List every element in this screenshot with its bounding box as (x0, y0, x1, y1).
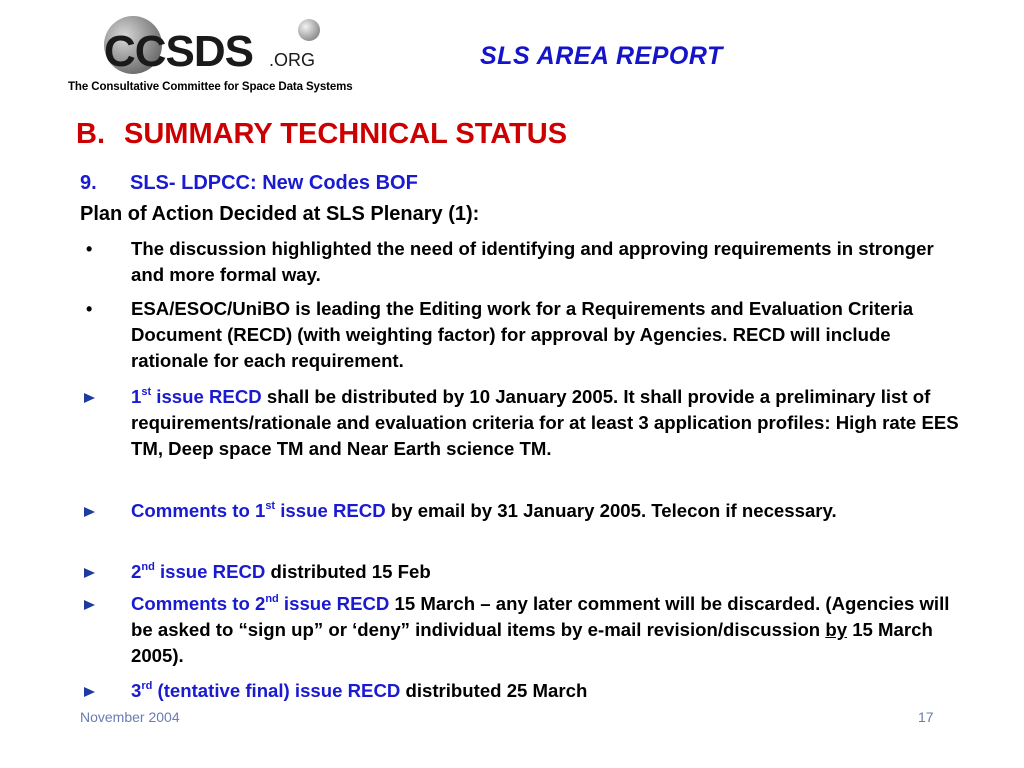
bullet-arrow-icon (84, 568, 95, 578)
topic-title: SLS- LDPCC: New Codes BOF (130, 172, 418, 194)
list-item (80, 236, 970, 288)
highlight-text: issue RECD (151, 386, 262, 407)
section-letter: B. (76, 118, 105, 150)
list-item (80, 498, 970, 524)
list-item (80, 559, 970, 585)
item-body: distributed 25 March (400, 680, 588, 701)
item-body-end: 15 March 2005). (131, 619, 933, 666)
highlight-text: (tentative final) issue RECD (152, 680, 401, 701)
ordinal-suffix: nd (141, 560, 155, 573)
bullet-arrow-icon (84, 507, 95, 517)
section-title (76, 118, 567, 151)
list-item (80, 296, 970, 374)
bullet-dot: • (86, 239, 93, 259)
list-item-text (131, 678, 970, 704)
topic-heading (80, 172, 418, 195)
item-body: shall be distributed by 10 January 2005. It shall provide a preliminary list of requirements/rationale and evaluation criteria for at least 3 application profiles: High rate EES TM, Deep space TM and Near Earth science TM. (131, 386, 959, 459)
bullet-dot: • (86, 299, 93, 319)
list-item (80, 678, 970, 704)
header-title: SLS AREA REPORT (480, 42, 723, 70)
logo-tagline: The Consultative Committee for Space Data Systems (68, 81, 353, 93)
topic-number: 9. (80, 172, 97, 194)
bullet-arrow-icon (84, 687, 95, 697)
highlight-text: Comments to 1 (131, 500, 266, 521)
list-item (80, 591, 970, 669)
item-body: by email by 31 January 2005. Telecon if necessary. (385, 500, 837, 521)
list-item-text (131, 498, 970, 524)
list-item-text (131, 384, 970, 462)
highlight-text: 3 (131, 680, 142, 701)
highlight-text: issue RECD (278, 593, 390, 614)
ccsds-logo-graphic (64, 14, 376, 82)
footer-date: November 2004 (80, 709, 180, 725)
item-body: 15 March – any later comment will be discarded. (Agencies will be asked to “sign up” or ‘deny” individual items by e-mail revision/discussion (131, 593, 950, 640)
ordinal-suffix: st (265, 499, 276, 512)
ordinal-suffix: nd (265, 592, 279, 605)
bullet-arrow-icon (84, 393, 95, 403)
highlight-text: issue RECD (275, 500, 386, 521)
section-title-text: SUMMARY TECHNICAL STATUS (124, 118, 568, 150)
highlight-text: issue RECD (154, 561, 266, 582)
underlined-text: by (825, 619, 848, 640)
bullet-arrow-icon (84, 600, 95, 610)
list-item-text (131, 591, 970, 669)
item-body: distributed 15 Feb (265, 561, 431, 582)
ordinal-suffix: st (141, 385, 152, 398)
list-item-text (131, 559, 970, 585)
ccsds-logo (64, 14, 376, 104)
logo-wordmark: CCSDS (104, 27, 254, 76)
highlight-text: 2 (131, 561, 142, 582)
list-item-text: ESA/ESOC/UniBO is leading the Editing work for a Requirements and Evaluation Criteria Document (RECD) (with weighting factor) for approval by Agencies. RECD will include rationale for each requirement. (131, 298, 914, 371)
plan-subheading: Plan of Action Decided at SLS Plenary (1): (80, 203, 480, 225)
logo-planet-small (298, 19, 320, 41)
list-item-text: The discussion highlighted the need of identifying and approving requirements in stronger and more formal way. (131, 238, 934, 285)
page-number: 17 (918, 709, 934, 725)
highlight-text: Comments to 2 (131, 593, 266, 614)
ordinal-suffix: rd (141, 679, 153, 692)
logo-suffix: .ORG (269, 50, 316, 70)
highlight-text: 1 (131, 386, 142, 407)
list-item (80, 384, 970, 462)
